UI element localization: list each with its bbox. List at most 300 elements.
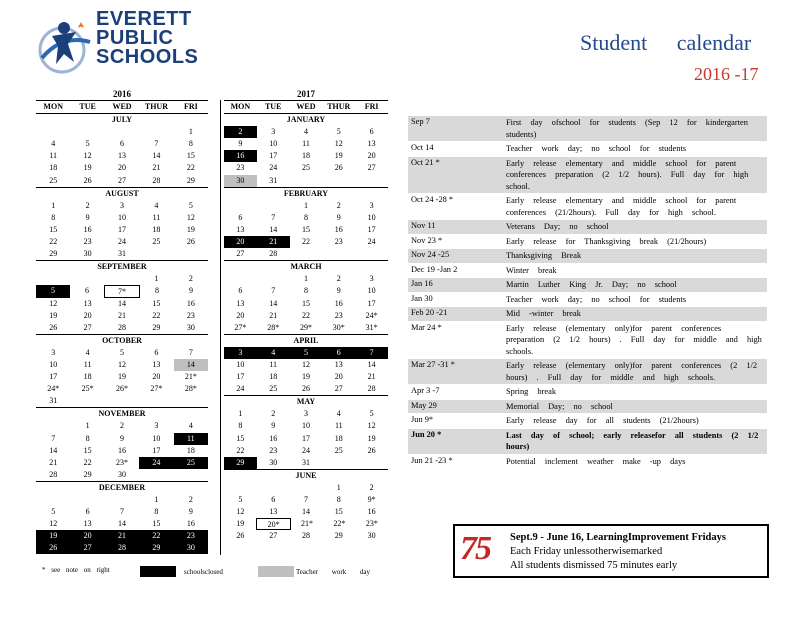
day-cell: 17 [269,151,278,161]
year-right: 2017 [297,89,315,99]
day-cell: 21 [152,163,161,173]
event-date: Oct 24 -28 * [411,195,454,204]
day-cell: 23* [116,457,129,467]
week-row [36,236,208,248]
day-cell: 23 [174,530,208,542]
event-description: Early release (elementary only)for parent conferences preparation (2 1/2 hours) . Full day for middle and high schools. [506,323,762,356]
month-title: AUGUST [105,188,139,198]
day-cell: 14 [49,445,58,455]
week-row [36,310,208,322]
day-cell: 24 [139,457,173,469]
day-cell: 26 [334,163,343,173]
day-cell: 16 [83,224,92,234]
day-cell: 14 [269,224,278,234]
day-cell [290,175,323,187]
day-cell: 8 [154,507,159,517]
day-cell: 16 [269,433,278,443]
week-row [224,433,388,445]
day-cell: 26 [36,542,70,554]
calendar-divider [220,100,221,555]
day-cell: 4 [188,421,193,431]
day-cell: 18 [152,224,161,234]
day-cell: 4 [51,139,56,149]
day-cell [70,395,104,407]
event-row [408,385,767,400]
day-cell: 17 [301,433,310,443]
calendar-left [36,100,208,554]
day-cell: 15 [83,445,92,455]
day-cell: 20 [70,530,104,542]
week-row [224,150,388,162]
day-cell: 8 [303,286,308,296]
day-cell: 24 [301,445,310,455]
day-cell [139,126,173,138]
day-cell: 13 [118,151,127,161]
day-cell: 20 [224,236,257,248]
day-cell: 10 [269,139,278,149]
day-cell: 2 [271,409,276,419]
month-block [224,334,388,395]
day-cell: 2 [224,126,257,138]
day-cell: 3 [224,347,257,359]
day-cell: 17 [152,445,161,455]
event-description: Teacher work day; no school for students [506,144,687,153]
day-cell: 6 [85,507,90,517]
day-cell: 19 [236,519,245,529]
day-cell: 6 [85,286,89,296]
day-cell: 5 [369,409,374,419]
lif-line-2: Each Friday unlessotherwisemarked [510,546,663,557]
day-cell: 31 [269,175,278,185]
week-row [224,200,388,212]
day-cell: 27 [367,163,376,173]
day-cell [224,200,257,212]
week-row [224,494,388,506]
day-cell: 29 [334,531,343,541]
day-cell: 15 [152,298,161,308]
day-cell: 9 [85,212,90,222]
day-cell: 26 [236,531,245,541]
week-row [36,224,208,236]
day-cell: 21* [301,519,314,529]
week-row [36,347,208,359]
day-cell: 2 [188,495,193,504]
day-cell: 22 [186,163,195,173]
day-cell: 30 [118,469,127,479]
week-row [36,530,208,542]
event-date: Jun 21 -23 * [411,455,453,465]
day-cell: 25 [301,163,310,173]
day-cell: 17 [49,372,58,382]
day-cell: 19 [49,310,58,320]
day-cell: 18 [301,151,310,161]
event-row [408,293,767,308]
day-cell: 2 [336,274,341,284]
day-cell: 19 [367,433,376,443]
day-cell: 2 [336,200,341,210]
week-row [224,273,388,285]
month-block [36,481,208,555]
day-cell: 14 [118,298,127,308]
week-row [36,212,208,224]
event-description: Spring break [506,387,557,396]
day-cell: 11 [334,421,343,431]
day-cell: 25 [49,175,58,185]
day-cell [36,126,70,138]
day-cell: 26 [83,175,92,185]
month-title: JANUARY [286,115,326,125]
day-cell: 14 [152,151,161,161]
event-row [408,157,767,195]
day-cell: 3 [271,127,276,137]
day-cell: 12 [49,519,58,529]
week-row [224,445,388,457]
event-row [408,278,767,293]
event-description: Early release for Thanksgiving break (21/2hours) [506,236,707,246]
day-cell [355,175,388,187]
lif-line-1: Sept.9 - June 16, LearningImprovement Fridays [510,532,726,543]
week-row [36,469,208,481]
event-row [408,264,767,279]
week-row [36,150,208,162]
page-title: Student calendar [580,30,752,55]
day-cell [105,273,139,285]
day-cell: 20 [118,163,127,173]
day-cell: 17 [367,298,376,308]
event-date: Feb 20 -21 [411,308,448,317]
day-cell: 12 [49,298,58,308]
week-row [224,310,388,322]
day-cell: 30 [224,175,257,187]
day-cell: 17 [236,372,245,382]
week-row [36,138,208,150]
day-cell: 16 [334,224,343,234]
day-cell: 20 [334,372,343,382]
day-cell: 28 [152,175,161,185]
day-header: MON [43,102,63,111]
day-cell: 29 [49,249,58,259]
event-date: Dec 19 -Jan 2 [411,264,458,274]
day-cell: 12 [186,212,195,222]
day-cell: 5 [238,495,243,504]
day-cell: 25 [269,384,278,394]
day-cell: 28 [301,531,310,541]
day-cell: 11 [269,359,278,369]
day-cell: 24 [269,163,278,173]
day-cell: 30 [83,249,92,259]
event-description: Early release elementary and middle school for parent conferences preparation (2 1/2 hours). Full day for high school. [506,158,749,191]
day-cell: 14 [174,359,208,371]
week-row [36,420,208,432]
week-row [224,347,388,359]
day-cell: 16 [186,519,195,529]
month-block [36,187,208,261]
week-row [36,395,208,407]
day-cell [36,420,70,432]
day-cell: 30 [367,531,376,541]
legend-note: * see note on right [42,566,110,574]
day-cell: 22 [236,445,245,455]
day-cell: 26 [186,237,195,247]
event-row [408,359,767,385]
day-cell: 23 [83,237,92,247]
day-cell: 13 [367,139,376,149]
day-cell [322,248,355,260]
week-row [224,408,388,420]
day-cell: 3 [303,409,308,419]
day-cell: 11 [152,212,161,222]
week-row [36,494,208,506]
day-cell: 31 [301,457,310,467]
day-cell: 28 [105,542,139,554]
day-cell: 27 [70,542,104,554]
week-row [36,273,208,285]
event-date: Mar 27 -31 * [411,360,455,369]
day-cell: 21 [49,457,58,467]
day-cell: 27* [150,384,163,394]
event-date: Jun 20 * [411,429,442,439]
day-cell: 12 [236,507,245,517]
day-cell: 1 [154,495,159,504]
events-list [408,116,767,469]
week-row [224,298,388,310]
day-cell: 23 [334,237,343,247]
week-row [224,482,388,494]
day-cell: 5 [290,347,323,359]
day-cell: 21 [367,372,376,382]
day-cell: 27 [118,175,127,185]
day-cell [105,395,139,407]
day-cell: 13 [269,507,278,517]
event-row [408,142,767,157]
day-cell [139,248,173,260]
day-cell: 7 [120,507,125,517]
anniversary-badge: 75 [460,530,490,567]
week-row [224,224,388,236]
day-cell: 24 [118,237,127,247]
week-row [36,506,208,518]
day-cell: 15 [301,224,310,234]
day-cell: 14 [118,519,127,529]
day-cell: 19 [301,372,310,382]
day-cell: 11 [174,433,208,445]
day-cell: 28 [367,384,376,394]
day-cell: 6 [369,127,374,137]
year-left: 2016 [113,89,131,99]
day-cell: 30 [186,322,195,332]
day-cell [70,273,104,285]
day-cell: 5 [336,127,341,137]
week-row [36,359,208,371]
event-row [408,400,767,415]
week-row [36,457,208,469]
day-cell: 3 [154,421,159,431]
day-cell: 30* [332,322,345,332]
day-cell: 29 [83,469,92,479]
day-cell: 23 [236,163,245,173]
day-cell: 1 [188,127,193,137]
legend-teacher-label: Teacher work day [296,568,371,576]
day-cell: 15 [334,507,343,517]
day-cell: 20 [83,310,92,320]
month-block [224,395,388,469]
day-header-row [36,100,208,114]
event-row [408,116,767,142]
day-cell [174,469,208,481]
week-row [36,126,208,138]
day-cell: 27 [236,249,245,259]
day-cell: 12 [301,359,310,369]
day-cell: 9 [271,421,276,431]
day-cell: 8 [303,212,308,222]
day-cell: 24 [367,237,376,247]
day-cell [139,395,173,407]
week-row [224,518,388,530]
month-title: NOVEMBER [98,409,146,419]
day-cell: 19 [334,151,343,161]
month-title: JULY [111,115,133,125]
day-cell: 10 [367,212,376,222]
day-cell: 2 [85,200,90,210]
day-cell: 20 [367,151,376,161]
day-cell: 27 [83,322,92,332]
day-cell: 12 [83,151,92,161]
day-cell: 30 [174,542,208,554]
day-cell: 21 [118,310,127,320]
day-cell: 7 [271,212,276,222]
day-cell: 5 [85,139,90,149]
week-row [224,138,388,150]
week-row [224,236,388,248]
day-cell: 13 [334,359,343,369]
day-cell: 1 [51,200,56,210]
day-cell: 30 [269,457,278,467]
week-row [36,162,208,174]
day-cell: 4 [303,127,308,137]
day-cell: 23 [334,310,343,320]
day-header-row [224,100,388,114]
day-cell: 18 [334,433,343,443]
day-cell: 1 [238,409,243,419]
event-description: Winter break [506,265,557,275]
week-row [224,322,388,334]
event-date: Mar 24 * [411,322,442,332]
day-cell: 15 [301,298,310,308]
day-cell: 7 [188,347,193,357]
week-row [224,285,388,297]
day-cell: 23* [365,519,378,529]
week-row [224,359,388,371]
month-block [224,114,388,187]
day-cell: 6 [154,347,159,357]
event-row [408,414,767,429]
day-cell: 15 [152,519,161,529]
day-cell: 4 [154,200,159,210]
week-row [36,383,208,395]
day-cell: 10 [118,212,127,222]
day-cell: 8 [85,433,90,443]
week-row [36,542,208,554]
day-cell: 18 [49,163,58,173]
day-cell: 11 [302,139,310,149]
day-cell: 17 [367,224,376,234]
day-cell [257,482,290,494]
week-row [224,162,388,174]
day-cell: 10 [152,433,161,443]
week-row [224,383,388,395]
day-cell: 19 [118,372,127,382]
week-row [224,506,388,518]
event-description: Teacher work day; no school for students [506,294,687,304]
day-cell: 21 [257,236,290,248]
day-cell: 10 [49,359,58,369]
day-cell: 22 [152,310,161,320]
event-date: Apr 3 -7 [411,386,440,395]
day-cell: 1 [303,200,308,210]
day-cell: 22 [301,237,310,247]
day-cell [290,482,323,494]
day-header: THUR [144,102,168,111]
week-row [224,420,388,432]
day-header: THUR [327,102,351,111]
day-header: WED [112,102,132,111]
day-cell: 28 [49,469,58,479]
month-title: FEBRUARY [283,188,329,198]
day-cell: 22 [83,457,92,467]
legend-teacher-swatch [258,566,294,577]
day-cell: 4 [85,347,90,357]
district-logo-icon [34,14,96,76]
day-cell: 18 [83,372,92,382]
day-cell: 28 [269,249,278,259]
day-header: FRI [364,102,379,111]
event-description: Thanksgiving Break [506,251,582,260]
day-cell [36,273,70,285]
day-cell: 7 [271,286,276,296]
day-cell: 16 [118,445,127,455]
day-cell: 10 [236,359,245,369]
week-row [224,371,388,383]
week-row [36,445,208,457]
month-title: MAY [296,397,316,407]
week-row [36,322,208,334]
month-block [36,407,208,481]
event-row [408,235,767,250]
day-cell: 5 [120,347,125,357]
day-cell: 6 [120,139,125,149]
day-cell: 13 [152,359,161,369]
school-year: 2016 -17 [694,64,759,84]
month-title: JUNE [295,470,317,480]
event-date: Jan 16 [411,279,433,288]
week-row [36,285,208,297]
day-cell: 7 [303,495,308,504]
day-cell: 21 [105,530,139,542]
day-cell: 3 [120,200,125,210]
day-cell: 26* [116,384,129,394]
day-cell [355,248,388,260]
week-row [224,212,388,224]
day-cell: 22* [333,519,346,529]
event-row [408,220,767,235]
week-row [36,433,208,445]
day-cell: 10 [301,421,310,431]
day-cell [174,395,208,407]
day-cell [224,273,257,285]
day-cell: 17 [118,224,127,234]
day-cell: 27 [269,531,278,541]
day-cell: 11 [49,151,58,161]
